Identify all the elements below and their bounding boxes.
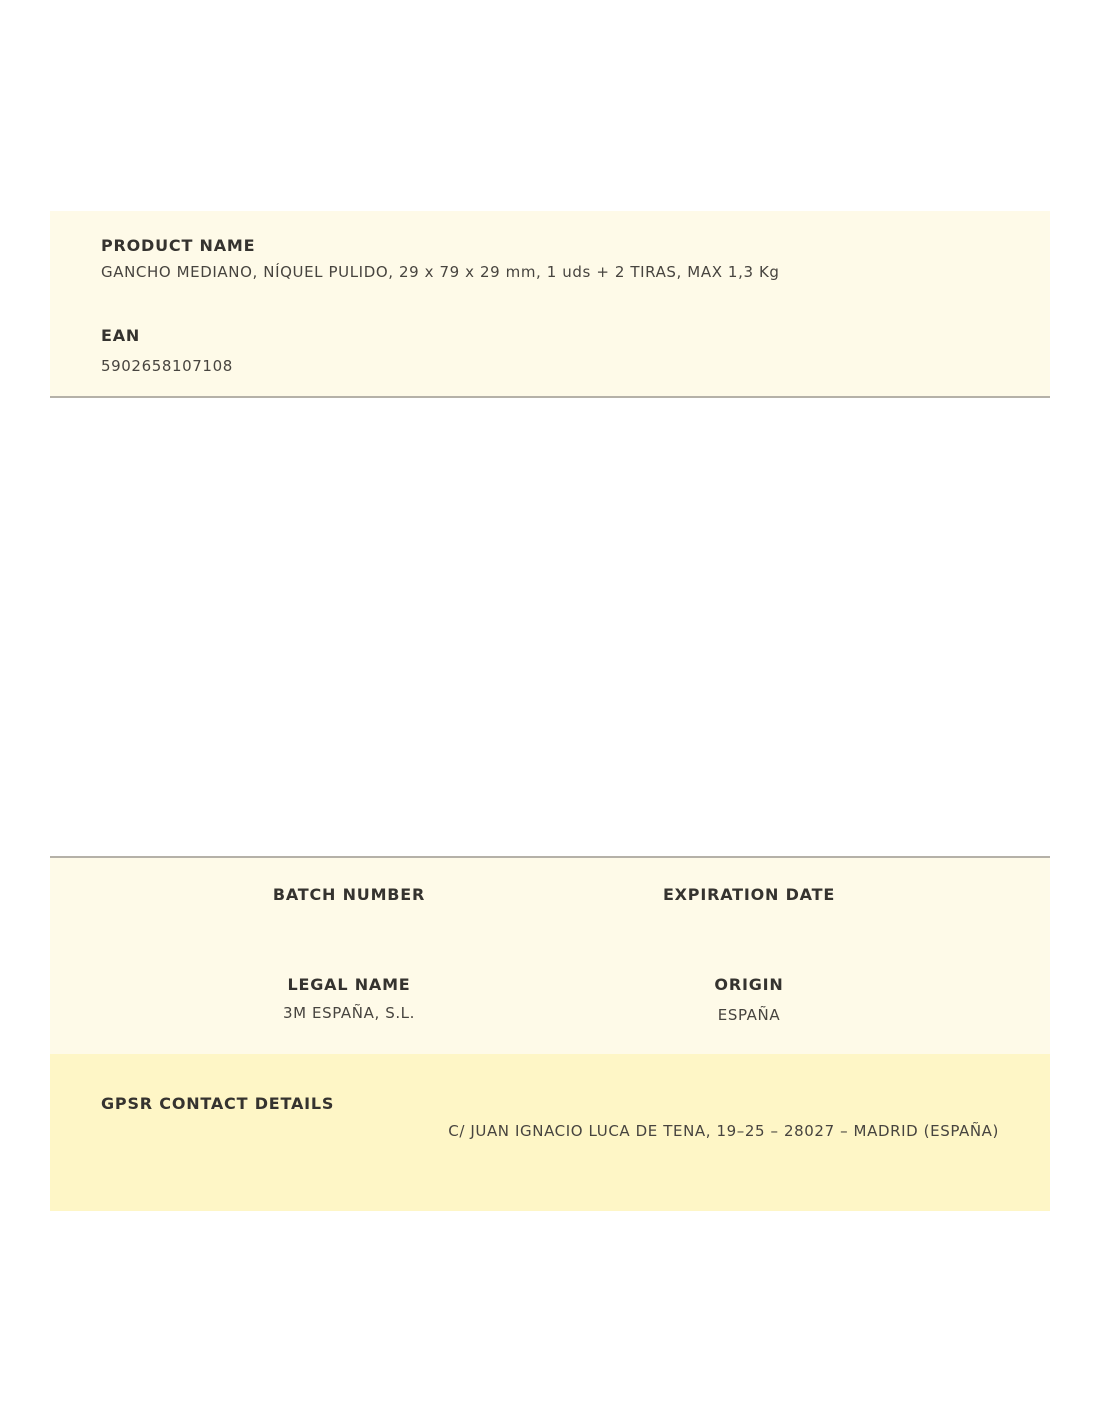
product-name-value: GANCHO MEDIANO, NÍQUEL PULIDO, 29 x 79 x 29 mm, 1 uds + 2 TIRAS, MAX 1,3 Kg <box>101 263 780 281</box>
batch-number-label: BATCH NUMBER <box>272 885 426 904</box>
origin-label: ORIGIN <box>714 975 784 994</box>
ean-label: EAN <box>101 326 141 345</box>
product-name-label: PRODUCT NAME <box>101 236 256 255</box>
expiration-date-label: EXPIRATION DATE <box>662 885 836 904</box>
product-details-section <box>50 856 1050 1056</box>
gpsr-contact-section <box>50 1054 1050 1211</box>
legal-name-value: 3M ESPAÑA, S.L. <box>282 1004 416 1022</box>
product-info-section <box>50 211 1050 398</box>
legal-name-label: LEGAL NAME <box>287 975 411 994</box>
gpsr-contact-address: C/ JUAN IGNACIO LUCA DE TENA, 19–25 – 28027 – MADRID (ESPAÑA) <box>448 1122 999 1140</box>
origin-value: ESPAÑA <box>717 1006 781 1024</box>
ean-value: 5902658107108 <box>101 357 233 375</box>
gpsr-contact-label: GPSR CONTACT DETAILS <box>101 1094 335 1113</box>
